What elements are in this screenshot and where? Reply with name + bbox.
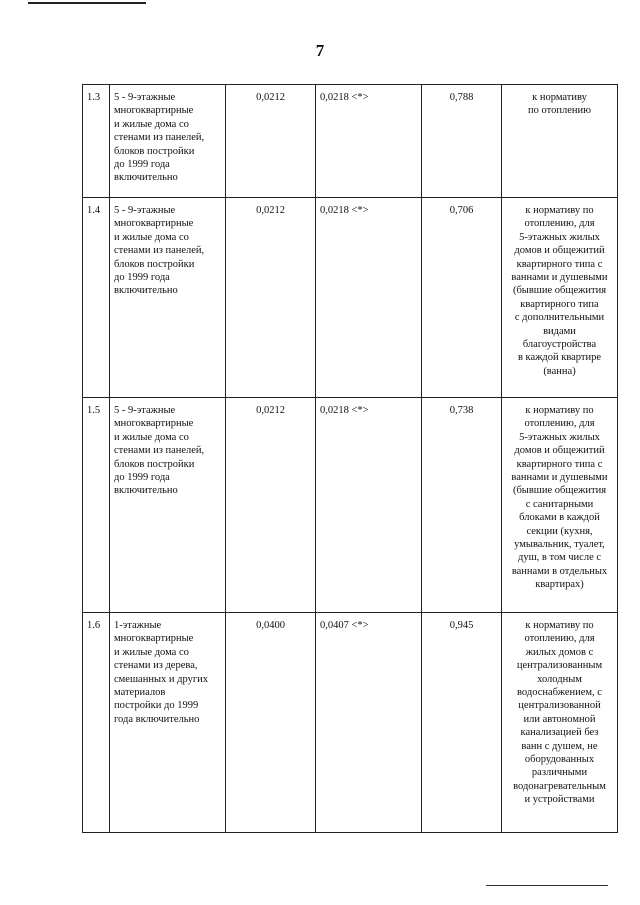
norms-table — [82, 84, 618, 833]
table-row — [83, 398, 618, 613]
coefficient-cell: 0,738 — [422, 398, 502, 613]
table-row — [83, 613, 618, 833]
value-cell: 0,0400 — [226, 613, 316, 833]
bottom-rule — [486, 885, 608, 886]
building-description: 5 - 9-этажные многоквартирные и жилые дома со стенами из панелей, блоков постройки до 1999 года включительно — [110, 198, 226, 398]
page-number: 7 — [315, 41, 325, 60]
row-number: 1.5 — [83, 398, 110, 613]
row-number: 1.6 — [83, 613, 110, 833]
note-cell: к нормативу по отоплению, для жилых домов с централизованным холодным водоснабжением, с централизованной или автономной канализацией без ванн с душем, не оборудованных различными водонагревательным и устройствами — [502, 613, 618, 833]
note-cell: к нормативу по отоплению, для 5-этажных жилых домов и общежитий квартирного типа с ваннами и душевыми (бывшие общежития квартирного типа с дополнительными видами благоустройства в каждой квартире (ванна) — [502, 198, 618, 398]
building-description: 1-этажные многоквартирные и жилые дома со стенами из дерева, смешанных и других материалов постройки до 1999 года включительно — [110, 613, 226, 833]
value-cell: 0,0212 — [226, 85, 316, 198]
coefficient-cell: 0,788 — [422, 85, 502, 198]
table-row — [83, 85, 618, 198]
coefficient-cell: 0,945 — [422, 613, 502, 833]
value-cell: 0,0218 <*> — [316, 85, 422, 198]
value-cell: 0,0212 — [226, 198, 316, 398]
row-number: 1.4 — [83, 198, 110, 398]
note-cell: к нормативу по отоплению — [502, 85, 618, 198]
value-cell: 0,0212 — [226, 398, 316, 613]
value-cell: 0,0218 <*> — [316, 198, 422, 398]
table-row — [83, 198, 618, 398]
note-cell: к нормативу по отоплению, для 5-этажных жилых домов и общежитий квартирного типа с ваннами и душевыми (бывшие общежития с санитарными блоками в каждой секции (кухня, умывальник, туалет, душ, в том числе с ваннами в отдельных квартирах) — [502, 398, 618, 613]
top-rule — [28, 2, 146, 4]
row-number: 1.3 — [83, 85, 110, 198]
value-cell: 0,0218 <*> — [316, 398, 422, 613]
building-description: 5 - 9-этажные многоквартирные и жилые дома со стенами из панелей, блоков постройки до 1999 года включительно — [110, 398, 226, 613]
building-description: 5 - 9-этажные многоквартирные и жилые дома со стенами из панелей, блоков постройки до 1999 года включительно — [110, 85, 226, 198]
value-cell: 0,0407 <*> — [316, 613, 422, 833]
coefficient-cell: 0,706 — [422, 198, 502, 398]
